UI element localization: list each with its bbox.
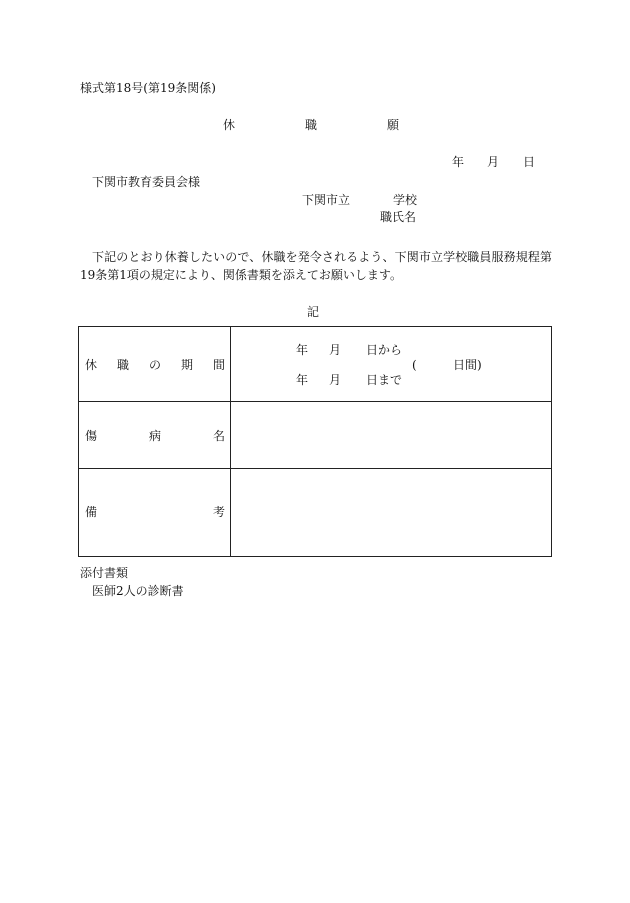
table-row-divider: [79, 468, 551, 469]
label-char: 名: [212, 429, 225, 443]
addressee: 下関市教育委員会様: [92, 175, 201, 189]
form-number: 様式第18号(第19条関係): [80, 81, 216, 95]
ki-heading: 記: [307, 305, 320, 319]
period-end-day: 日まで: [366, 373, 403, 387]
table-column-divider: [230, 327, 231, 556]
applicant-school: 学校: [393, 193, 418, 207]
period-start-day: 日から: [366, 343, 403, 357]
title-char: 休: [223, 118, 236, 132]
title-char: 職: [305, 118, 318, 132]
label-char: 休: [85, 358, 98, 372]
period-days-label: 日間): [453, 358, 482, 372]
label-char: 職: [116, 358, 129, 372]
date-year: 年: [452, 155, 465, 169]
row-label-remarks: [85, 505, 225, 519]
label-char: 間: [212, 358, 225, 372]
label-char: 病: [148, 429, 161, 443]
label-char: 傷: [85, 429, 98, 443]
applicant-city: 下関市立: [302, 193, 351, 207]
period-end-month: 月: [329, 373, 342, 387]
period-start-year: 年: [296, 343, 309, 357]
label-char: 期: [180, 358, 193, 372]
period-end-year: 年: [296, 373, 309, 387]
leave-details-table: [78, 326, 552, 557]
applicant-name-label: 職氏名: [380, 210, 417, 224]
date-month: 月: [487, 155, 500, 169]
period-days-open: (: [412, 358, 417, 372]
label-char: 考: [212, 505, 225, 519]
label-char: 備: [85, 505, 98, 519]
table-row-divider: [79, 401, 551, 402]
title-char: 願: [387, 118, 400, 132]
date-day: 日: [523, 155, 536, 169]
attachments-title: 添付書類: [80, 566, 129, 580]
attachment-item: 医師2人の診断書: [92, 584, 184, 598]
body-text: 下記のとおり休養したいので、休職を発令されるよう、下関市立学校職員服務規程第19条第1項の規定により、関係書類を添えてお願いします。: [80, 250, 552, 282]
row-label-illness-name: [85, 429, 225, 443]
row-label-leave-period: [85, 358, 225, 372]
period-start-month: 月: [329, 343, 342, 357]
label-char: の: [148, 358, 161, 372]
